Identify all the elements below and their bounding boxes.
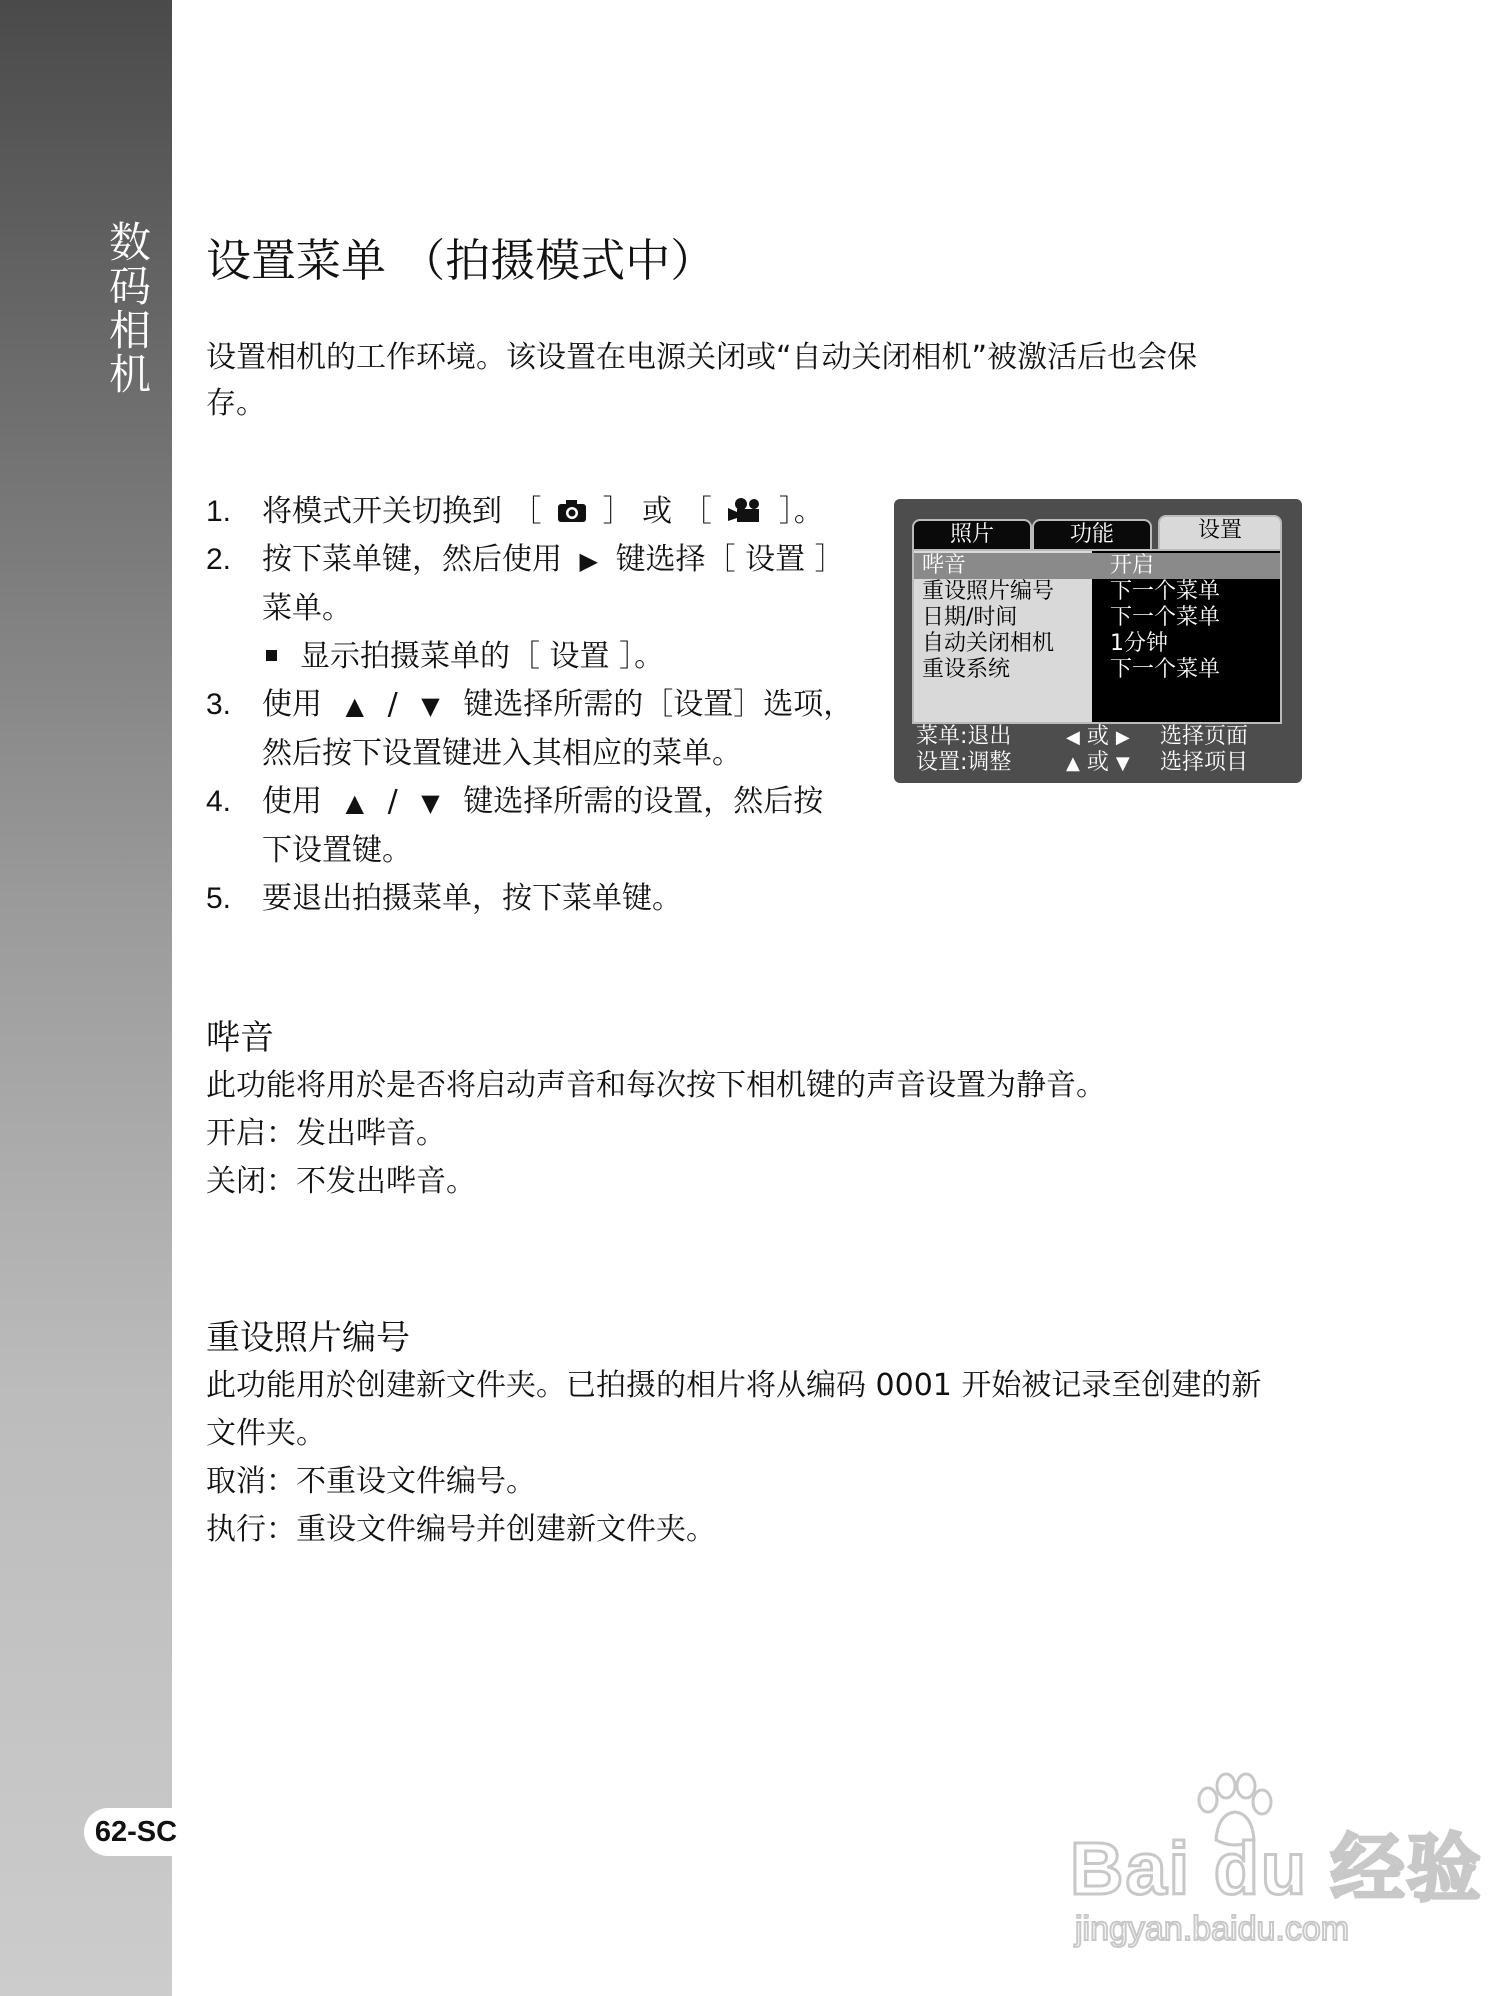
step-2-bullet: 显示拍摄菜单的［ 设置 ］。 — [206, 633, 886, 681]
menu-item-reset-number: 重设照片编号 — [922, 579, 1055, 604]
menu-value-auto-off: 1分钟 — [1110, 631, 1168, 656]
menu-list — [912, 549, 1282, 724]
menu-item-beep: 哔音 — [922, 553, 967, 578]
footer-left-right: ◀ 或 ▶ — [1066, 724, 1130, 749]
step-4-cont: 下设置键。 — [262, 833, 412, 868]
footer-set-adjust: 设置:调整 — [916, 750, 1012, 775]
menu-value-reset-number: 下一个菜单 — [1110, 579, 1221, 604]
right-arrow-icon: ▶ — [579, 547, 599, 575]
camera-icon — [557, 499, 587, 523]
tab-photo: 照片 — [912, 519, 1032, 551]
step-3-cont: 然后按下设置键进入其相应的菜单。 — [262, 736, 742, 771]
menu-item-date-time: 日期/时间 — [922, 605, 1018, 630]
reset-execute: 执行：重设文件编号并创建新文件夹。 — [206, 1512, 716, 1547]
reset-cancel: 取消：不重设文件编号。 — [206, 1464, 536, 1499]
footer-up-down: ▲ 或 ▼ — [1066, 750, 1130, 775]
page-title: 设置菜单 （拍摄模式中） — [206, 234, 716, 287]
beep-desc: 此功能将用於是否将启动声音和每次按下相机键的声音设置为静音。 — [206, 1068, 1106, 1103]
beep-on: 开启：发出哔音。 — [206, 1116, 446, 1151]
step-5: 5. 要退出拍摄菜单，按下菜单键。 — [206, 881, 682, 916]
down-arrow-icon: ▼ — [421, 692, 440, 720]
page-number: 62-SC — [84, 1808, 188, 1856]
baidu-watermark — [1070, 1770, 1483, 1950]
intro-line-2: 存。 — [206, 386, 266, 421]
menu-value-date-time: 下一个菜单 — [1110, 605, 1221, 630]
footer-select-page: 选择页面 — [1160, 724, 1249, 749]
step-list — [206, 488, 886, 923]
section-label: 数码相机 — [103, 220, 152, 396]
tab-setup: 设置 — [1158, 515, 1282, 553]
selection-highlight — [914, 553, 1280, 579]
down-arrow-icon: ▼ — [1115, 753, 1130, 774]
right-arrow-icon: ▶ — [1115, 727, 1130, 748]
reset-desc-2: 文件夹。 — [206, 1416, 326, 1451]
reset-heading: 重设照片编号 — [206, 1318, 410, 1358]
menu-item-reset-system: 重设系统 — [922, 657, 1011, 682]
beep-heading: 哔音 — [206, 1018, 274, 1058]
camera-menu-screen — [894, 499, 1302, 783]
step-3: 3. 使用 ▲ / ▼ 键选择所需的［设置］选项， — [206, 687, 854, 722]
tab-function: 功能 — [1032, 519, 1152, 551]
step-2: 2. 按下菜单键，然后使用 ▶ 键选择［ 设置 ］ — [206, 542, 845, 577]
step-1: 1. 将模式开关切换到 ［ ］ 或 ［ ］。 — [206, 494, 824, 529]
beep-off: 关闭：不发出哔音。 — [206, 1164, 476, 1199]
reset-desc-1: 此功能用於创建新文件夹。已拍摄的相片将从编码 0001 开始被记录至创建的新 — [206, 1368, 1262, 1403]
video-camera-icon — [727, 497, 763, 523]
step-2-cont: 菜单。 — [262, 591, 352, 626]
left-arrow-icon: ◀ — [1066, 727, 1080, 748]
menu-value-beep: 开启 — [1110, 553, 1155, 578]
sidebar — [0, 0, 172, 1996]
intro-line-1: 设置相机的工作环境。该设置在电源关闭或“自动关闭相机”被激活后也会保 — [206, 340, 1198, 375]
menu-value-reset-system: 下一个菜单 — [1110, 657, 1221, 682]
menu-tabs — [912, 515, 1282, 549]
up-arrow-icon: ▲ — [1066, 753, 1080, 774]
down-arrow-icon: ▼ — [421, 789, 440, 817]
up-arrow-icon: ▲ — [345, 789, 365, 817]
footer-menu-exit: 菜单:退出 — [916, 724, 1012, 749]
step-4: 4. 使用 ▲ / ▼ 键选择所需的设置，然后按 — [206, 784, 824, 819]
watermark-main: Bai du 经验 — [1070, 1827, 1483, 1910]
bullet-square — [266, 650, 277, 661]
menu-item-auto-off: 自动关闭相机 — [922, 631, 1055, 656]
watermark-url: jingyan.baidu.com — [1075, 1910, 1350, 1948]
footer-select-item: 选择项目 — [1160, 750, 1249, 775]
up-arrow-icon: ▲ — [345, 692, 365, 720]
